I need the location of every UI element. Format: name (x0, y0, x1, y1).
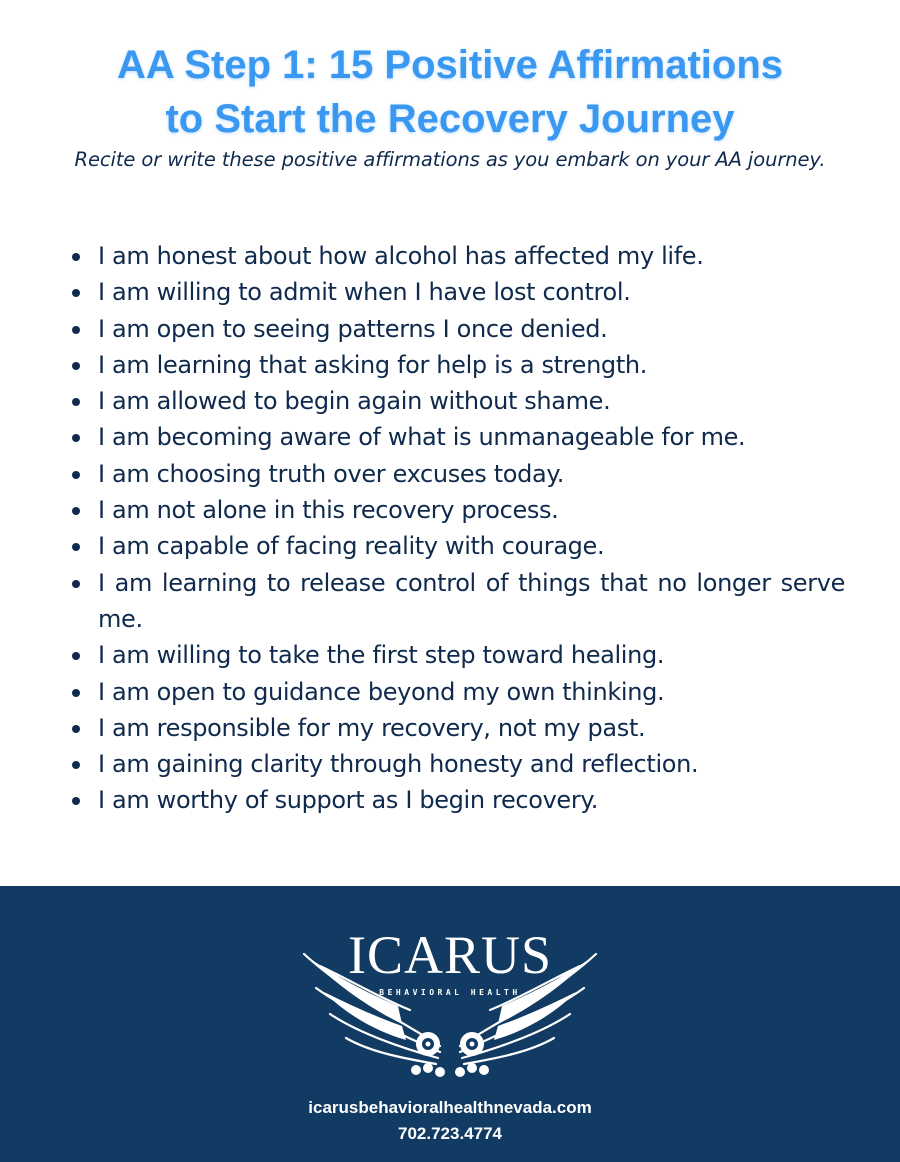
bullet-dot-icon (72, 326, 80, 334)
header (0, 38, 900, 171)
affirmation-item (68, 637, 845, 673)
affirmation-item (68, 782, 845, 818)
page-title-line-2: to Start the Recovery Journey (165, 97, 735, 141)
website-link[interactable]: icarusbehavioralhealthnevada.com (308, 1098, 592, 1117)
affirmation-item (68, 710, 845, 746)
logo-wordmark: ICARUS (347, 925, 553, 985)
bullet-dot-icon (72, 725, 80, 733)
bullet-dot-icon (72, 434, 80, 442)
affirmation-text: I am not alone in this recovery process. (98, 496, 559, 525)
affirmation-list (68, 238, 845, 819)
bullet-dot-icon (72, 289, 80, 297)
affirmation-item (68, 674, 845, 710)
affirmation-item (68, 274, 845, 310)
phone-number[interactable]: 702.723.4774 (398, 1124, 502, 1143)
affirmation-item (68, 528, 845, 564)
icarus-logo (290, 906, 610, 1086)
affirmation-text: I am capable of facing reality with courage. (98, 532, 605, 561)
bullet-dot-icon (72, 580, 80, 588)
bullet-dot-icon (72, 689, 80, 697)
logo-tagline: BEHAVIORAL HEALTH (379, 988, 521, 997)
affirmation-text: I am open to guidance beyond my own thinking. (98, 677, 665, 706)
bullet-dot-icon (72, 761, 80, 769)
bullet-dot-icon (72, 652, 80, 660)
affirmation-text: I am worthy of support as I begin recovery. (98, 786, 599, 815)
affirmation-item (68, 347, 845, 383)
affirmation-item (68, 383, 845, 419)
footer-banner (0, 886, 900, 1162)
bullet-dot-icon (72, 398, 80, 406)
affirmation-text: I am responsible for my recovery, not my past. (98, 713, 646, 742)
bullet-dot-icon (72, 543, 80, 551)
affirmation-text: I am willing to admit when I have lost control. (98, 278, 631, 307)
page-title-line-1: AA Step 1: 15 Positive Affirmations (116, 43, 784, 87)
page-subtitle: Recite or write these positive affirmations as you embark on your AA journey. (74, 148, 826, 171)
affirmation-item (68, 238, 845, 274)
affirmation-item (68, 311, 845, 347)
affirmation-text: I am learning to release control of things that no longer serve me. (98, 568, 845, 633)
affirmation-text: I am open to seeing patterns I once denied. (98, 314, 608, 343)
affirmation-item (68, 456, 845, 492)
affirmation-item (68, 492, 845, 528)
bullet-dot-icon (72, 797, 80, 805)
bullet-dot-icon (72, 471, 80, 479)
affirmation-text: I am honest about how alcohol has affected my life. (98, 242, 704, 270)
bullet-dot-icon (72, 253, 80, 261)
bullet-dot-icon (72, 362, 80, 370)
affirmation-text: I am gaining clarity through honesty and reflection. (98, 750, 699, 779)
affirmation-item (68, 746, 845, 782)
affirmation-item (68, 565, 845, 638)
bullet-dot-icon (72, 507, 80, 515)
affirmation-text: I am willing to take the first step toward healing. (98, 641, 665, 670)
affirmation-text: I am becoming aware of what is unmanageable for me. (98, 423, 746, 452)
affirmation-text: I am choosing truth over excuses today. (98, 459, 565, 488)
affirmation-item (68, 419, 845, 455)
affirmation-text: I am learning that asking for help is a strength. (98, 350, 648, 379)
affirmation-text: I am allowed to begin again without shame. (98, 387, 611, 416)
